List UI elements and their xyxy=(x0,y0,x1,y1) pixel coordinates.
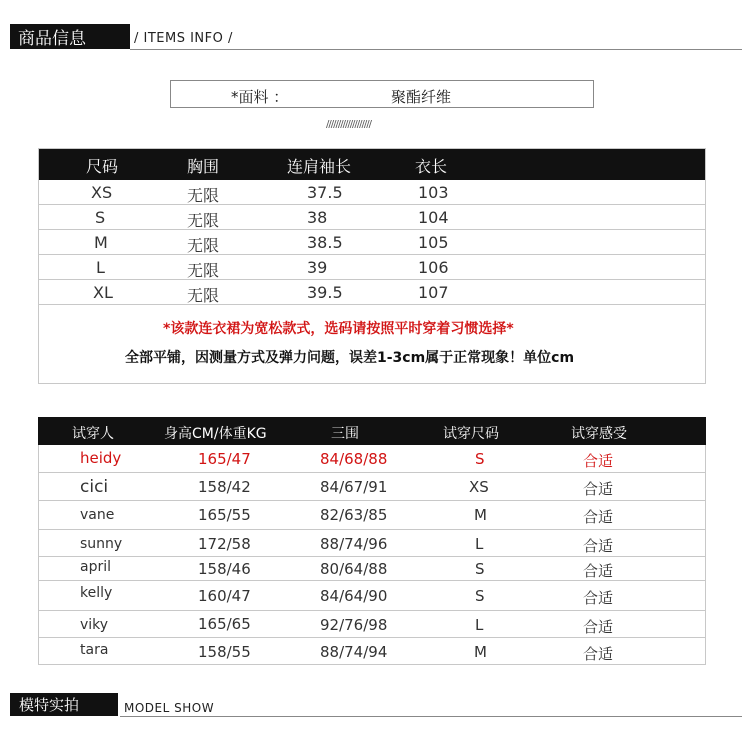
height-weight: 158/42 xyxy=(198,478,251,496)
length-cell: 107 xyxy=(418,283,449,302)
chest-cell: 无限 xyxy=(187,286,220,305)
header-measurements: 三围 xyxy=(331,426,359,442)
feeling: 合适 xyxy=(583,480,614,498)
tester-name: kelly xyxy=(80,585,113,601)
table-row xyxy=(39,230,705,255)
size-cell: XS xyxy=(91,183,113,202)
height-weight: 165/55 xyxy=(198,506,251,524)
measurements: 84/68/88 xyxy=(320,450,388,468)
feeling: 合适 xyxy=(583,645,614,663)
header-tester: 试穿人 xyxy=(72,426,114,442)
sleeve-cell: 38.5 xyxy=(307,233,343,252)
measurements: 92/76/98 xyxy=(320,616,388,634)
tried-size: L xyxy=(475,616,484,634)
header-length: 衣长 xyxy=(415,157,448,176)
size-table-header xyxy=(39,149,705,180)
chest-cell: 无限 xyxy=(187,211,220,230)
table-row xyxy=(38,611,706,638)
table-row xyxy=(38,530,706,557)
size-cell: L xyxy=(96,258,105,277)
table-row xyxy=(39,205,705,230)
header-height-weight: 身高CM/体重KG xyxy=(164,426,267,442)
chest-cell: 无限 xyxy=(187,186,220,205)
feeling: 合适 xyxy=(583,508,614,526)
height-weight: 160/47 xyxy=(198,587,251,605)
tester-name: cici xyxy=(80,477,109,497)
height-weight: 165/47 xyxy=(198,450,251,468)
section-title-en: / ITEMS INFO / xyxy=(134,31,233,46)
measurements: 84/64/90 xyxy=(320,587,388,605)
tried-size: XS xyxy=(469,478,489,496)
feeling: 合适 xyxy=(583,589,614,607)
feeling: 合适 xyxy=(583,562,614,580)
header-feeling: 试穿感受 xyxy=(571,426,627,442)
decorative-divider: /////////////////// xyxy=(326,119,372,130)
size-advice-note: *该款连衣裙为宽松款式，选码请按照平时穿着习惯选择* xyxy=(163,321,514,337)
table-row xyxy=(39,280,705,305)
tried-size: S xyxy=(475,587,485,605)
feeling: 合适 xyxy=(583,452,614,470)
table-row xyxy=(38,445,706,473)
length-cell: 104 xyxy=(418,208,449,227)
table-row xyxy=(38,473,706,501)
footer-divider xyxy=(120,716,742,717)
chest-cell: 无限 xyxy=(187,261,220,280)
header-sleeve: 连肩袖长 xyxy=(287,157,352,176)
measurements: 84/67/91 xyxy=(320,478,388,496)
measurements: 82/63/85 xyxy=(320,506,388,524)
section-title-en: MODEL SHOW xyxy=(124,701,215,715)
length-cell: 103 xyxy=(418,183,449,202)
section-title-cn: 商品信息 xyxy=(18,29,86,49)
table-row xyxy=(39,180,705,205)
header-size: 尺码 xyxy=(86,157,119,176)
section-title-model-show xyxy=(10,693,118,716)
sleeve-cell: 38 xyxy=(307,208,328,227)
measurements: 88/74/94 xyxy=(320,643,388,661)
sleeve-cell: 37.5 xyxy=(307,183,343,202)
table-row xyxy=(38,501,706,530)
size-cell: M xyxy=(94,233,108,252)
tester-name: april xyxy=(80,559,112,575)
height-weight: 158/55 xyxy=(198,643,251,661)
tried-size: M xyxy=(474,506,487,524)
tester-name: vane xyxy=(80,507,115,523)
fabric-label: *面料 ： xyxy=(231,88,289,106)
table-row xyxy=(39,255,705,280)
tried-size: S xyxy=(475,450,485,468)
height-weight: 165/65 xyxy=(198,615,251,633)
size-cell: S xyxy=(95,208,106,227)
length-cell: 105 xyxy=(418,233,449,252)
feeling: 合适 xyxy=(583,537,614,555)
measurements: 88/74/96 xyxy=(320,535,388,553)
table-row xyxy=(38,638,706,665)
table-row xyxy=(38,557,706,581)
height-weight: 172/58 xyxy=(198,535,251,553)
sleeve-cell: 39.5 xyxy=(307,283,343,302)
size-table xyxy=(38,148,706,384)
table-row xyxy=(38,581,706,611)
tried-size: L xyxy=(475,535,484,553)
feeling: 合适 xyxy=(583,618,614,636)
section-title-cn: 模特实拍 xyxy=(19,696,80,714)
chest-cell: 无限 xyxy=(187,236,220,255)
tester-name: heidy xyxy=(80,449,122,467)
section-title-items-info xyxy=(10,24,130,49)
sleeve-cell: 39 xyxy=(307,258,328,277)
tester-name: viky xyxy=(80,617,109,633)
header-divider xyxy=(130,49,742,50)
tester-name: sunny xyxy=(80,536,123,552)
tried-size: S xyxy=(475,560,485,578)
header-chest: 胸围 xyxy=(187,157,220,176)
fabric-value: 聚酯纤维 xyxy=(391,88,452,106)
measurement-note: 全部平铺，因测量方式及弹力问题，误差1-3cm属于正常现象！单位cm xyxy=(125,350,575,366)
height-weight: 158/46 xyxy=(198,560,251,578)
tester-name: tara xyxy=(80,642,109,658)
tried-size: M xyxy=(474,643,487,661)
size-cell: XL xyxy=(93,283,113,302)
fitting-table-header xyxy=(38,417,706,445)
measurements: 80/64/88 xyxy=(320,560,388,578)
length-cell: 106 xyxy=(418,258,449,277)
header-tried-size: 试穿尺码 xyxy=(443,426,499,442)
fabric-box xyxy=(170,80,594,108)
